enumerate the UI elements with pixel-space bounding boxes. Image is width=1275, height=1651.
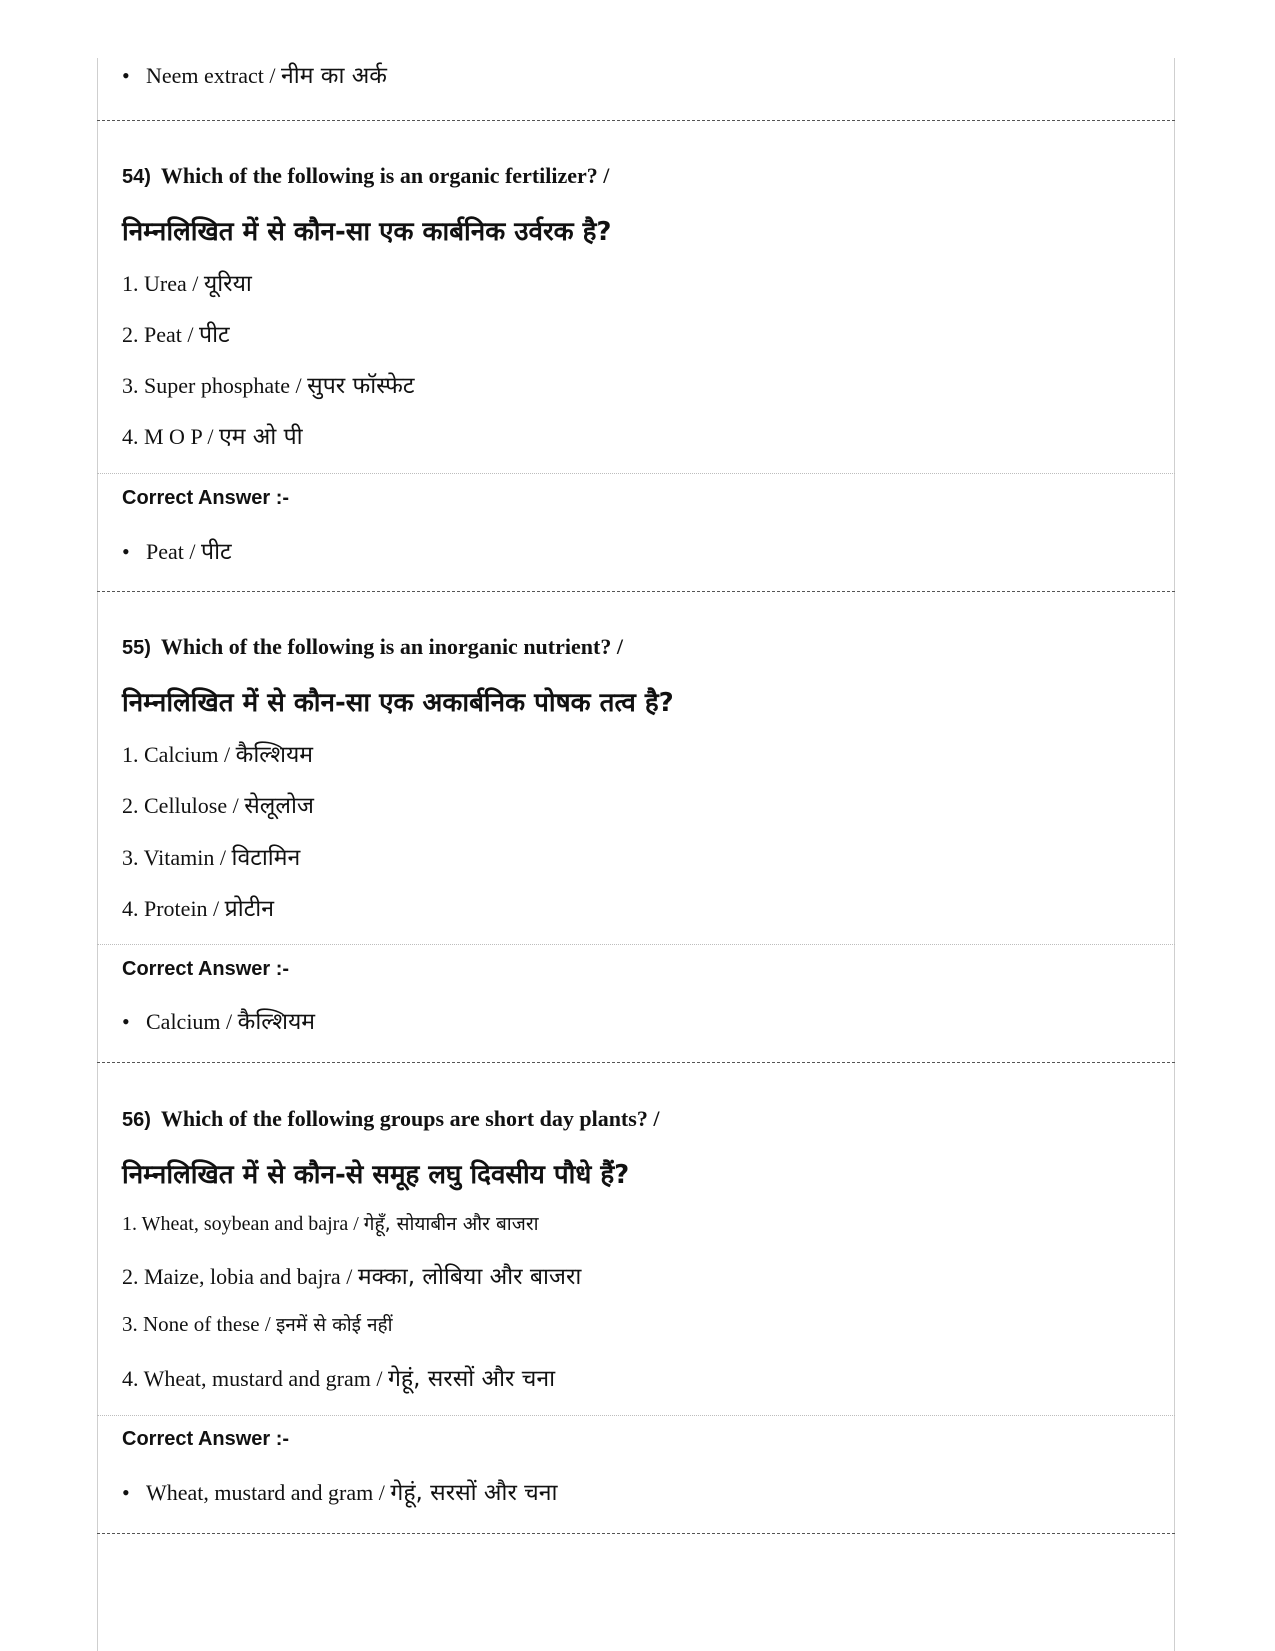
answer-separator: [97, 944, 1175, 945]
answer-separator: [97, 1415, 1175, 1416]
q56-correct-answer-label: Correct Answer :-: [122, 1428, 290, 1450]
bullet-icon: •: [122, 1480, 130, 1505]
bullet-icon: •: [122, 63, 130, 88]
question-separator: [97, 120, 1175, 121]
q54-option-2: 2. Peat / पीट: [122, 322, 230, 348]
q55-question-hindi: निम्नलिखित में से कौन-सा एक अकार्बनिक पोषक तत्व है?: [122, 688, 674, 718]
q54-option-1: 1. Urea / यूरिया: [122, 271, 252, 297]
question-separator: [97, 591, 1175, 592]
q56-question: 56) Which of the following groups are short day plants? /: [122, 1106, 660, 1131]
q56-option-1: 1. Wheat, soybean and bajra / गेहूँ, सोयाबीन और बाजरा: [122, 1213, 539, 1235]
q55-option-1: 1. Calcium / कैल्शियम: [122, 742, 314, 768]
answer-separator: [97, 473, 1175, 474]
question-number: 55): [122, 637, 151, 659]
q54-option-4: 4. M O P / एम ओ पी: [122, 424, 303, 450]
question-separator: [97, 1533, 1175, 1534]
q56-option-3: 3. None of these / इनमें से कोई नहीं: [122, 1312, 393, 1336]
q56-correct-answer: • Wheat, mustard and gram / गेहूं, सरसों और चना: [122, 1480, 558, 1506]
q55-correct-answer-label: Correct Answer :-: [122, 958, 290, 980]
q54-correct-answer-label: Correct Answer :-: [122, 487, 290, 509]
q56-option-4: 4. Wheat, mustard and gram / गेहूं, सरसों और चना: [122, 1366, 556, 1392]
q53-correct-answer: • Neem extract / नीम का अर्क: [122, 63, 387, 89]
q54-question: 54) Which of the following is an organic fertilizer? /: [122, 163, 610, 188]
question-number: 54): [122, 166, 151, 188]
bullet-icon: •: [122, 1009, 130, 1034]
bullet-icon: •: [122, 539, 130, 564]
q55-option-3: 3. Vitamin / विटामिन: [122, 845, 301, 871]
q54-question-hindi: निम्नलिखित में से कौन-सा एक कार्बनिक उर्वरक है?: [122, 217, 612, 247]
q54-option-3: 3. Super phosphate / सुपर फॉस्फेट: [122, 373, 415, 399]
q55-option-4: 4. Protein / प्रोटीन: [122, 896, 275, 922]
q55-correct-answer: • Calcium / कैल्शियम: [122, 1009, 316, 1035]
q56-option-2: 2. Maize, lobia and bajra / मक्का, लोबिया और बाजरा: [122, 1264, 582, 1290]
question-number: 56): [122, 1109, 151, 1131]
q55-question: 55) Which of the following is an inorganic nutrient? /: [122, 634, 623, 659]
q54-correct-answer: • Peat / पीट: [122, 539, 232, 565]
q55-option-2: 2. Cellulose / सेलूलोज: [122, 793, 314, 819]
q56-question-hindi: निम्नलिखित में से कौन-से समूह लघु दिवसीय पौधे हैं?: [122, 1160, 630, 1190]
question-separator: [97, 1062, 1175, 1063]
